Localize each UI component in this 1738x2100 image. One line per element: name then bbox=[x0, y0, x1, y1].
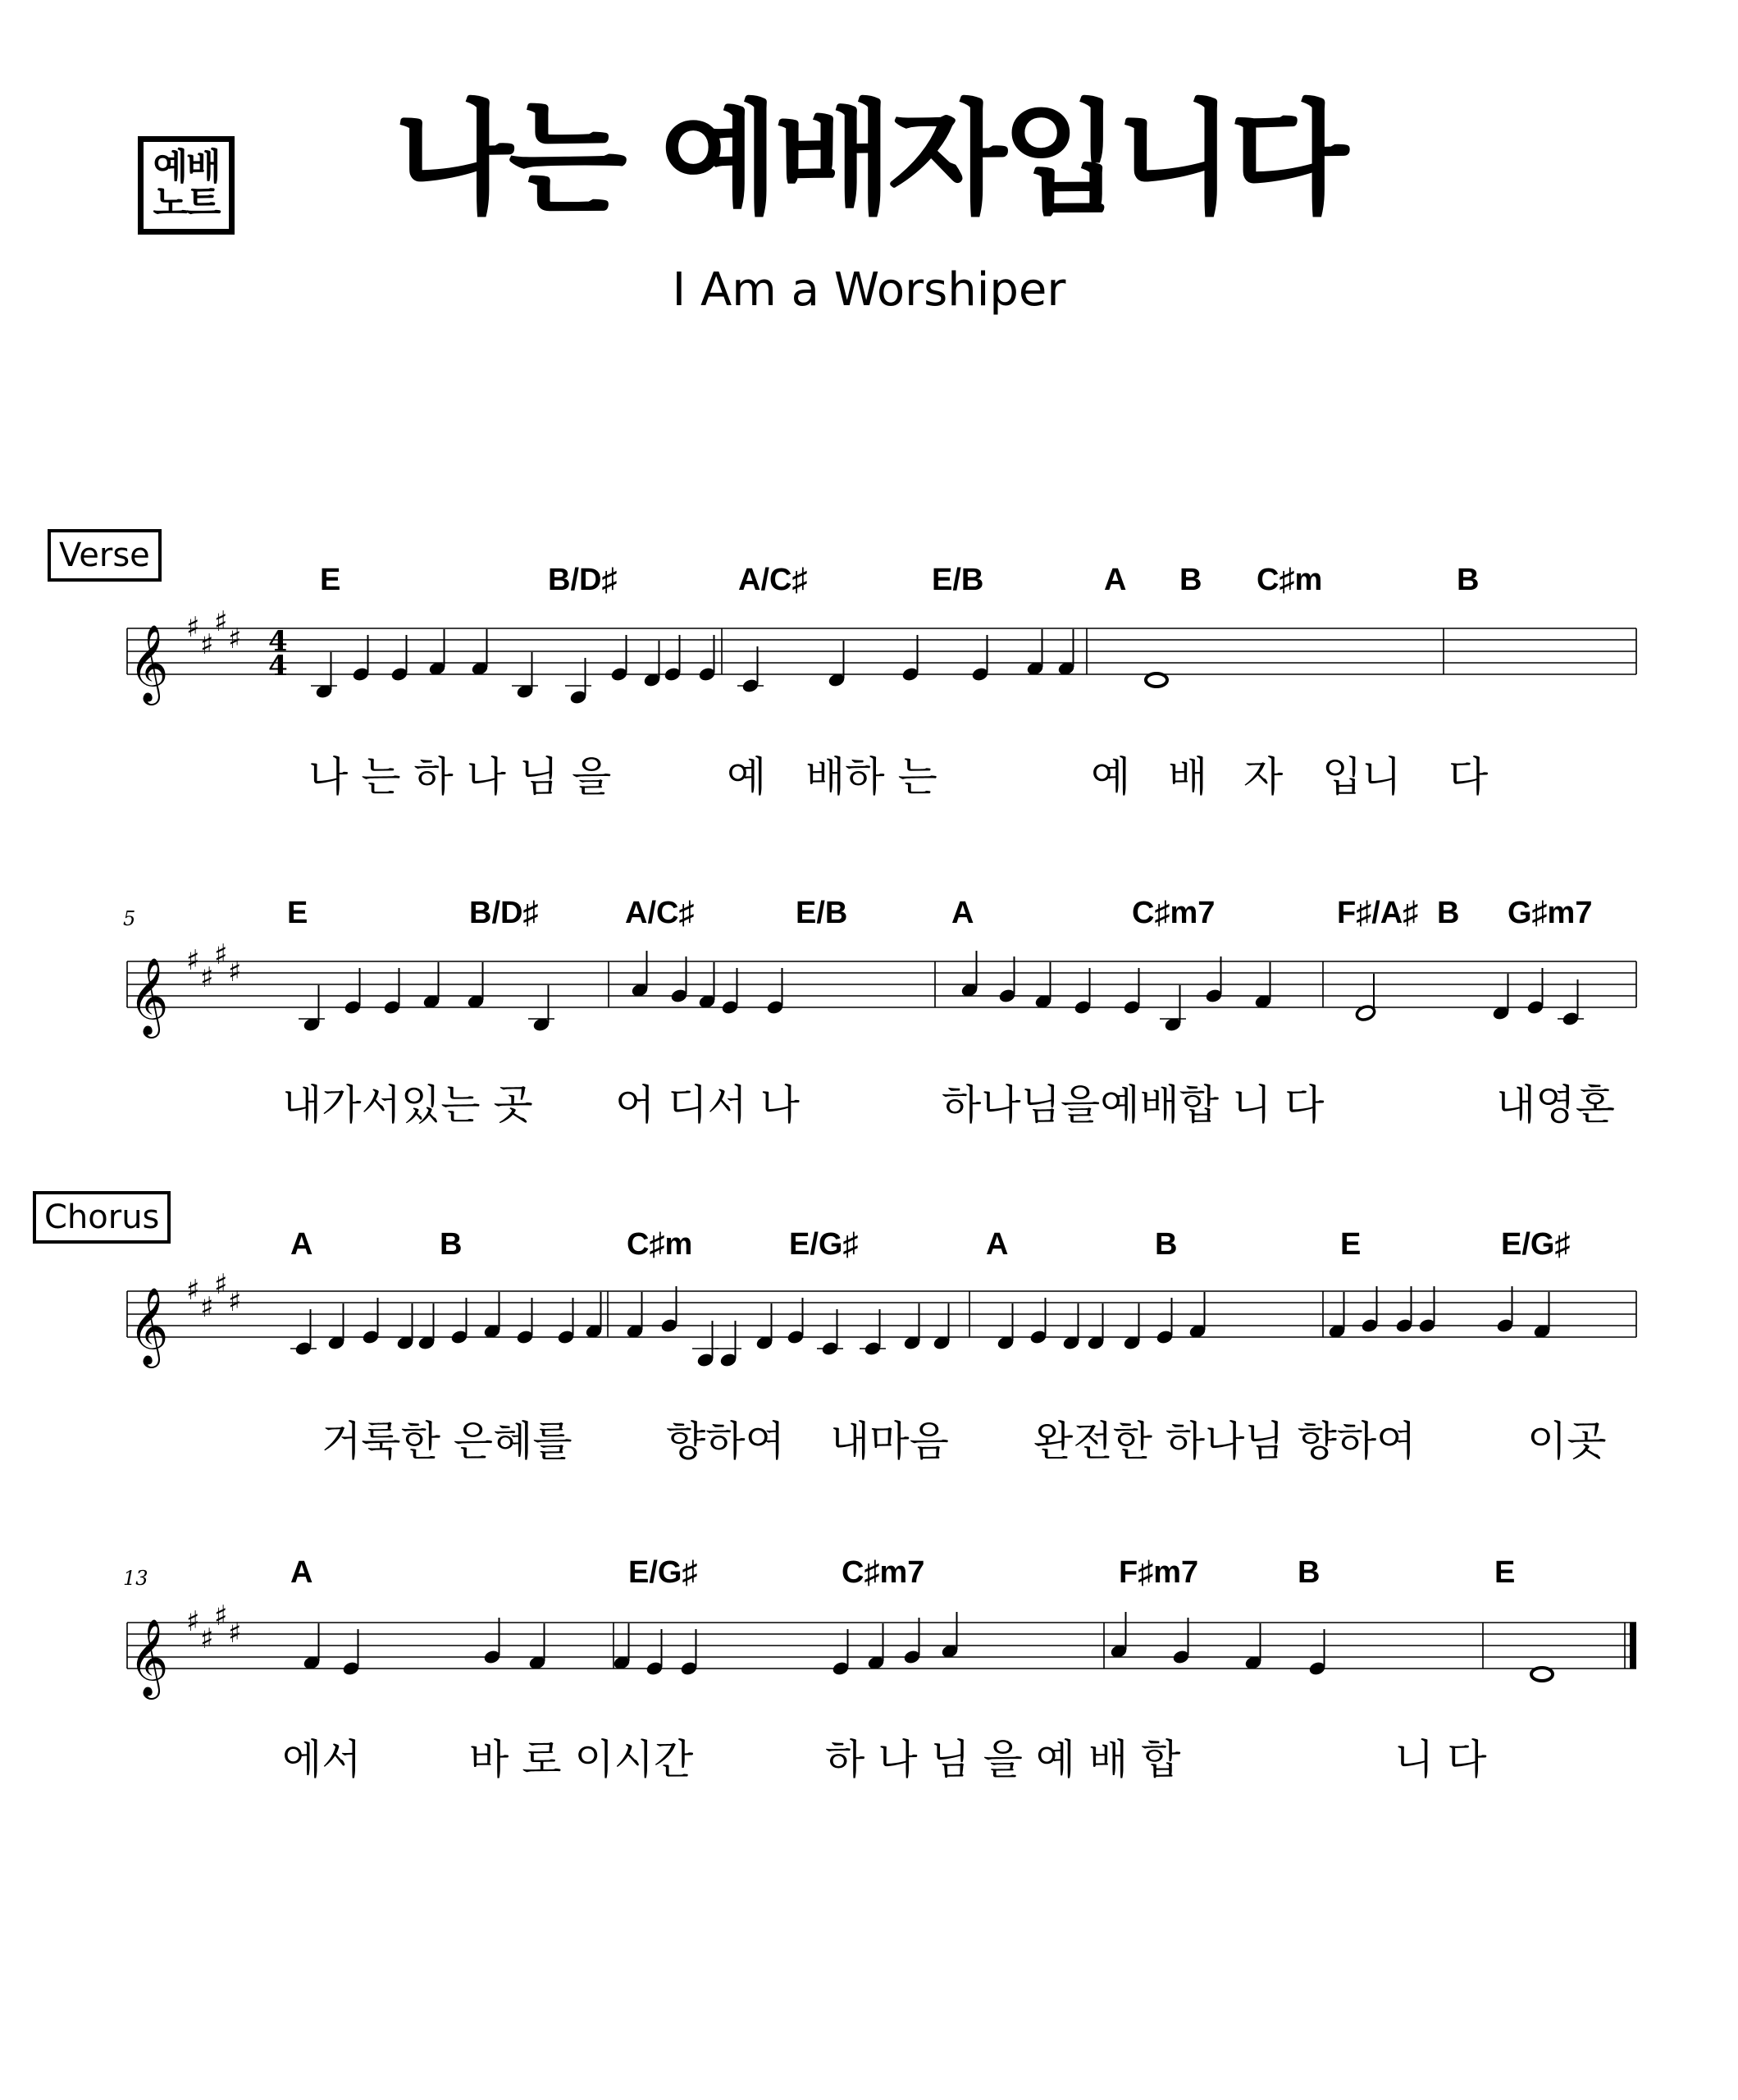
lyric-syllables: 내가서있는 곳 bbox=[282, 1081, 533, 1129]
logo-line-2: 노트 bbox=[153, 182, 220, 224]
lyric-syllables: 자 bbox=[1243, 753, 1284, 801]
chord-symbol: C♯m7 bbox=[1132, 896, 1216, 930]
lyric-syllables: 내마음 bbox=[830, 1418, 949, 1465]
measure-number: 5 bbox=[123, 907, 136, 930]
lyric-syllables: 예 bbox=[1091, 753, 1131, 801]
section-tag-chorus: Chorus bbox=[33, 1191, 171, 1244]
sharp-sign: ♯ bbox=[200, 1623, 214, 1655]
sharp-sign: ♯ bbox=[214, 1268, 228, 1301]
sharp-sign: ♯ bbox=[186, 944, 200, 977]
time-signature: 4 bbox=[268, 650, 288, 682]
lyric-syllables: 배하 는 bbox=[805, 753, 937, 801]
chord-symbol: E/B bbox=[796, 896, 848, 930]
chord-symbol: B bbox=[1179, 563, 1202, 597]
lyric-syllables: 예 bbox=[727, 753, 767, 801]
song-title: 나는 예배자입니다 bbox=[394, 89, 1344, 231]
chord-symbol: B bbox=[1298, 1555, 1321, 1590]
treble-clef: 𝄞 bbox=[129, 624, 169, 702]
chord-symbol: E/B bbox=[932, 563, 984, 597]
chord-symbol: F♯m7 bbox=[1119, 1555, 1199, 1590]
chord-symbol: E bbox=[287, 896, 308, 930]
chord-symbol: F♯/A♯ bbox=[1337, 896, 1419, 930]
chord-symbol: E bbox=[1494, 1555, 1516, 1590]
treble-clef: 𝄞 bbox=[129, 1287, 169, 1365]
lyric-syllables: 니 다 bbox=[1394, 1736, 1487, 1783]
sharp-sign: ♯ bbox=[200, 1291, 214, 1324]
sharp-sign: ♯ bbox=[228, 623, 242, 655]
chord-symbol: E bbox=[320, 563, 341, 597]
chord-symbol: C♯m7 bbox=[842, 1555, 925, 1590]
chord-symbol: B bbox=[1155, 1227, 1178, 1262]
chord-symbol: E/G♯ bbox=[1501, 1227, 1571, 1262]
chord-symbol: A/C♯ bbox=[625, 896, 695, 930]
chord-symbol: A bbox=[1104, 563, 1127, 597]
time-signature: 4 bbox=[268, 625, 288, 658]
sharp-sign: ♯ bbox=[186, 1605, 200, 1638]
final-barline bbox=[1630, 1623, 1636, 1669]
chord-symbol: G♯m7 bbox=[1508, 896, 1593, 930]
chord-symbol: B bbox=[1437, 896, 1460, 930]
lyric-syllables: 거룩한 은혜를 bbox=[322, 1418, 572, 1465]
chord-symbol: B bbox=[1457, 563, 1480, 597]
sharp-sign: ♯ bbox=[200, 628, 214, 661]
chord-symbol: A/C♯ bbox=[738, 563, 808, 597]
treble-clef: 𝄞 bbox=[129, 1618, 169, 1696]
lyric-syllables: 완전한 하나님 향하여 bbox=[1033, 1418, 1416, 1465]
chord-symbol: E bbox=[1340, 1227, 1362, 1262]
chord-symbol: A bbox=[290, 1227, 313, 1262]
lyric-syllables: 하나님을예배합 니 다 bbox=[942, 1081, 1325, 1129]
lyric-syllables: 이곳 bbox=[1527, 1418, 1607, 1465]
lyric-syllables: 다 bbox=[1448, 753, 1489, 801]
lyric-syllables: 바 로 이시간 bbox=[469, 1736, 694, 1783]
chord-symbol: A bbox=[986, 1227, 1009, 1262]
lyric-syllables: 에서 bbox=[282, 1736, 362, 1783]
sharp-sign: ♯ bbox=[214, 938, 228, 971]
chord-symbol: E/G♯ bbox=[628, 1555, 698, 1590]
sharp-sign: ♯ bbox=[228, 1617, 242, 1650]
sharp-sign: ♯ bbox=[228, 1285, 242, 1318]
sharp-sign: ♯ bbox=[214, 605, 228, 638]
section-tag-verse: Verse bbox=[48, 529, 162, 582]
lyric-syllables: 내영혼 bbox=[1496, 1081, 1615, 1129]
sharp-sign: ♯ bbox=[214, 1600, 228, 1632]
sharp-sign: ♯ bbox=[200, 961, 214, 994]
chord-symbol: A bbox=[290, 1555, 313, 1590]
lyric-syllables: 나 는 하 나 님 을 bbox=[308, 753, 612, 801]
lyric-syllables: 하 나 님 을 예 배 합 bbox=[825, 1736, 1181, 1783]
chord-symbol: B/D♯ bbox=[548, 563, 618, 597]
chord-symbol: A bbox=[951, 896, 974, 930]
logo-line-1: 예배 bbox=[153, 146, 220, 188]
lyric-syllables: 입니 bbox=[1322, 753, 1402, 801]
sharp-sign: ♯ bbox=[228, 956, 242, 988]
whole-note bbox=[1146, 673, 1167, 687]
chord-symbol: B bbox=[440, 1227, 463, 1262]
treble-clef: 𝄞 bbox=[129, 957, 169, 1035]
sharp-sign: ♯ bbox=[186, 611, 200, 644]
lyric-syllables: 향하여 bbox=[666, 1418, 785, 1465]
whole-note bbox=[1531, 1668, 1553, 1681]
sharp-sign: ♯ bbox=[186, 1274, 200, 1307]
chord-symbol: E/G♯ bbox=[789, 1227, 859, 1262]
chord-symbol: C♯m bbox=[627, 1227, 693, 1262]
chord-symbol: C♯m bbox=[1257, 563, 1323, 597]
lyric-syllables: 어 디서 나 bbox=[615, 1081, 800, 1129]
chord-symbol: B/D♯ bbox=[469, 896, 539, 930]
lyric-syllables: 배 bbox=[1168, 753, 1208, 801]
song-subtitle: I Am a Worshiper bbox=[672, 263, 1066, 317]
measure-number: 13 bbox=[123, 1567, 148, 1590]
